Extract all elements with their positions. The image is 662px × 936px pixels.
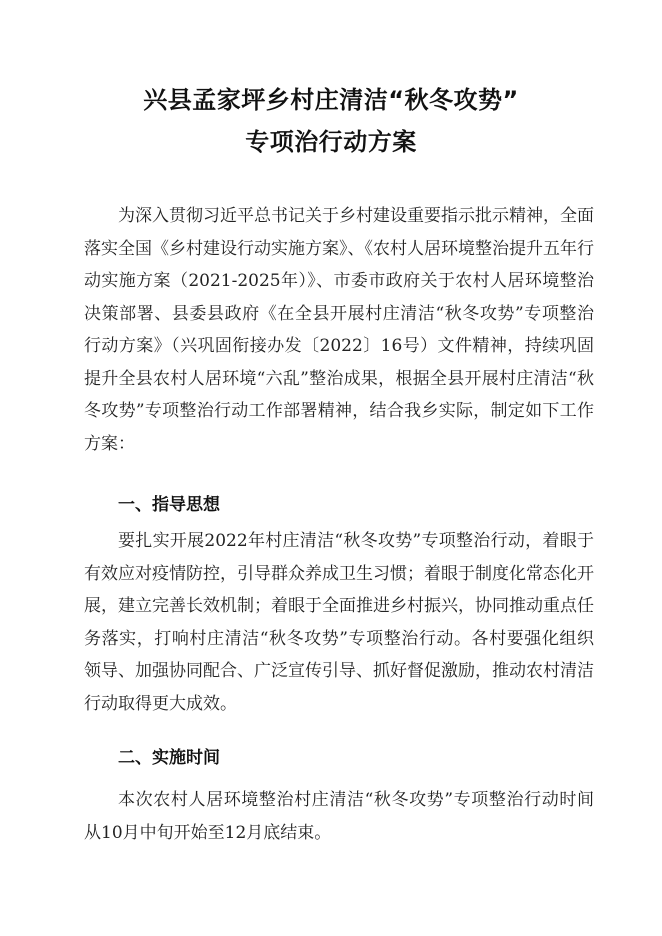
section-heading-implementation-time: 二、实施时间 — [118, 748, 220, 768]
document-title-line-1: 兴县孟家坪乡村庄清洁“秋冬攻势” — [143, 86, 519, 114]
guiding-ideology-paragraph: 要扎实开展2022年村庄清洁“秋冬攻势”专项整治行动，着眼于有效应对疫情防控，引导群众养成卫生习惯；着眼于制度化常态化开展，建立完善长效机制；着眼于全面推进乡村振兴，协同推动重点任务落实，打响村庄清洁“秋冬攻势”专项整治行动。各村要强化组织领导、加强协同配合、广泛宣传引导、抓好督促激励，推动农村清洁行动取得更大成效。 — [84, 531, 594, 714]
document-title-line-2: 专项治行动方案 — [245, 128, 417, 156]
section-heading-guiding-ideology: 一、指导思想 — [118, 495, 220, 515]
intro-paragraph: 为深入贯彻习近平总书记关于乡村建设重要指示批示精神，全面落实全国《乡村建设行动实施方案》、《农村人居环境整治提升五年行动实施方案（2021-2025年）》、市委市政府关于农村人居环境整治决策部署、县委县政府《在全县开展村庄清洁“秋冬攻势”专项整治行动方案》（兴巩固衔接办发〔2022〕16号）文件精神，持续巩固提升全县农村人居环境“六乱”整治成果，根据全县开展村庄清洁“秋冬攻势”专项整治行动工作部署精神，结合我乡实际，制定如下工作方案： — [84, 206, 594, 454]
implementation-time-paragraph: 本次农村人居环境整治村庄清洁“秋冬攻势”专项整治行动时间从10月中旬开始至12月底结束。 — [84, 790, 594, 843]
